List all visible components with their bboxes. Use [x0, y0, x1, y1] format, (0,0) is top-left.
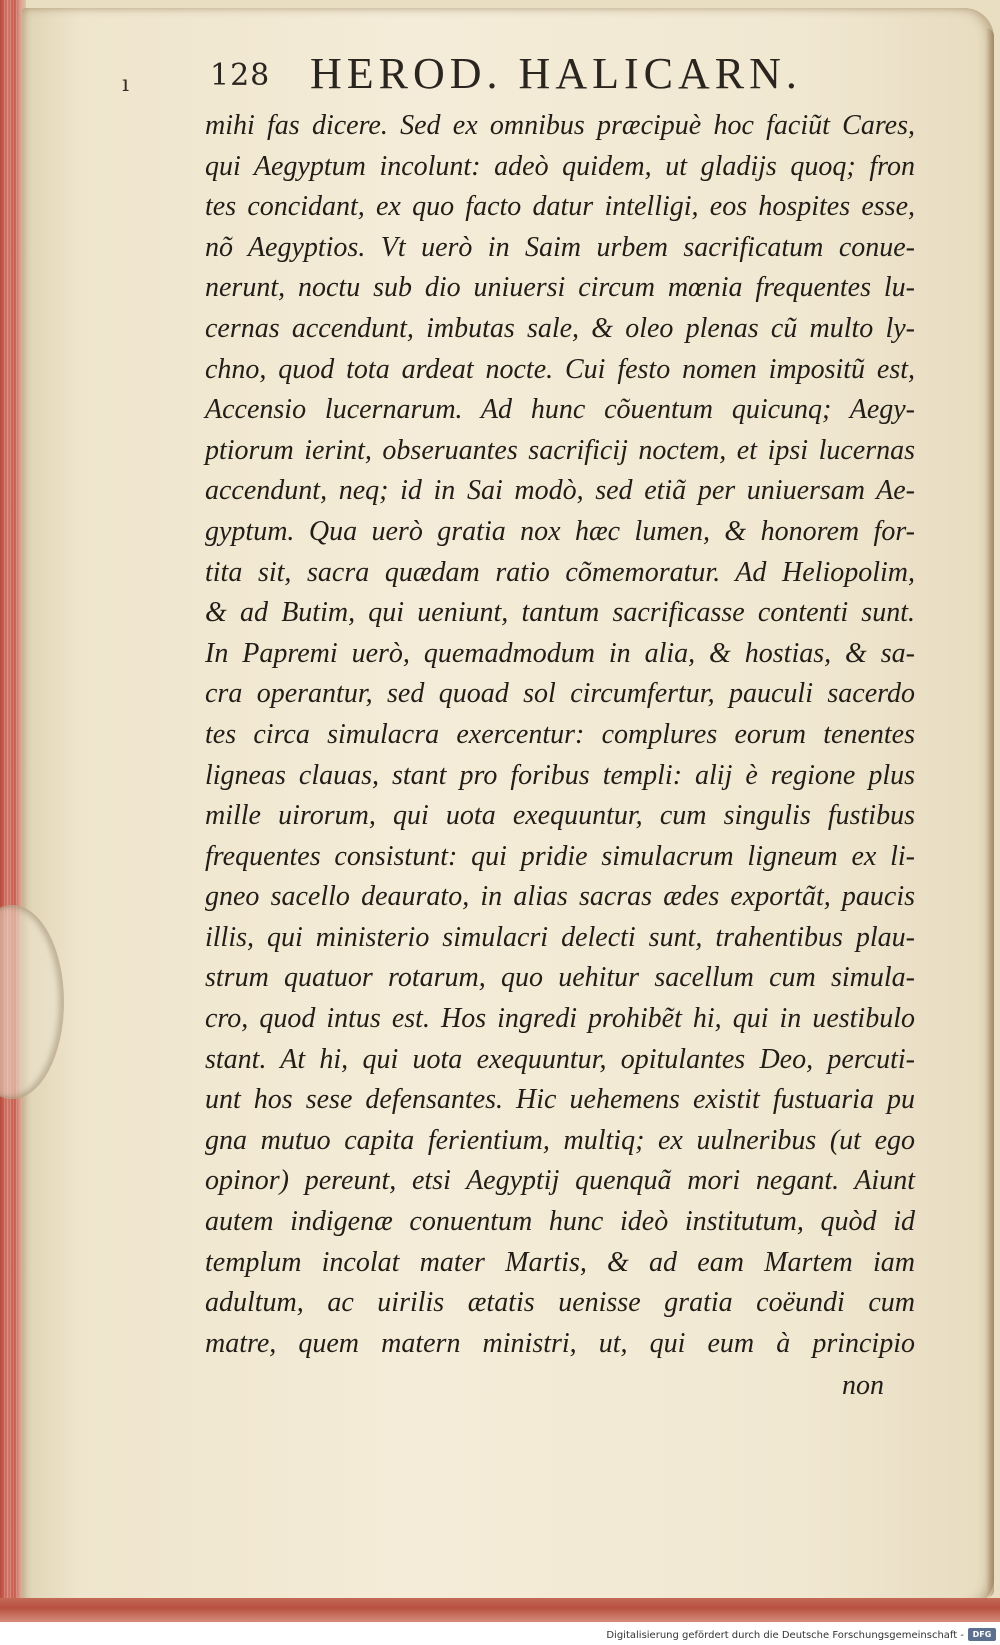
- text-line: & ad Butim, qui ueniunt, tantum sacrificasse contenti sunt.: [205, 597, 915, 629]
- text-line: nõ Aegyptios. Vt uerò in Saim urbem sacrificatum conue-: [205, 231, 915, 263]
- text-line: frequentes consistunt: qui pridie simulacrum ligneum ex li-: [205, 840, 915, 872]
- text-line: stant. At hi, qui uota exequuntur, opitulantes Deo, percuti-: [205, 1043, 915, 1075]
- catchword: non: [842, 1370, 884, 1401]
- page-number: 128: [210, 58, 271, 93]
- margin-mark: ı: [122, 72, 130, 97]
- text-line: strum quatuor rotarum, quo uehitur sacellum cum simula-: [205, 962, 915, 994]
- text-line: adultum, ac uirilis ætatis uenisse gratia coëundi cum: [205, 1287, 915, 1319]
- page-header: [210, 48, 910, 108]
- dfg-logo: DFG: [968, 1628, 996, 1641]
- text-line: chno, quod tota ardeat nocte. Cui festo nomen impositũ est,: [205, 353, 915, 385]
- text-line: gneo sacello deaurato, in alias sacras ædes exportãt, paucis: [205, 881, 915, 913]
- text-line: Accensio lucernarum. Ad hunc cõuentum quicunq; Aegy-: [205, 394, 915, 426]
- text-line: accendunt, neq; id in Sai modò, sed etiã per uniuersam Ae-: [205, 475, 915, 507]
- footer-credit: Digitalisierung gefördert durch die Deutsche Forschungsgemeinschaft -: [606, 1630, 964, 1641]
- text-line: mille uirorum, qui uota exequuntur, cum singulis fustibus: [205, 800, 915, 832]
- text-line: cernas accendunt, imbutas sale, & oleo plenas cũ multo ly-: [205, 312, 915, 344]
- text-line: qui Aegyptum incolunt: adeò quidem, ut gladijs quoq; fron: [205, 150, 915, 182]
- text-line: tes circa simulacra exercentur: complures eorum tenentes: [205, 718, 915, 750]
- text-line: ligneas clauas, stant pro foribus templi: alij è regione plus: [205, 759, 915, 791]
- text-line: gyptum. Qua uerò gratia nox hæc lumen, & honorem for-: [205, 515, 915, 547]
- book-bottom-edge: [0, 1598, 1000, 1622]
- running-head: HEROD. HALICARN.: [310, 49, 802, 98]
- text-line: autem indigenæ conuentum hunc ideò institutum, quòd id: [205, 1206, 915, 1238]
- text-line: matre, quem matern ministri, ut, qui eum à principio: [205, 1327, 915, 1359]
- text-line: unt hos sese defensantes. Hic uehemens existit fustuaria pu: [205, 1084, 915, 1116]
- page-curl-shadow: [986, 28, 994, 1598]
- text-line: cro, quod intus est. Hos ingredi prohibẽt hi, qui in uestibulo: [205, 1003, 915, 1035]
- text-line: gna mutuo capita ferientium, multiq; ex uulneribus (ut ego: [205, 1124, 915, 1156]
- text-line: tes concidant, ex quo facto datur intelligi, eos hospites esse,: [205, 191, 915, 223]
- text-line: ptiorum ierint, obseruantes sacrificij noctem, et ipsi lucernas: [205, 434, 915, 466]
- text-line: mihi fas dicere. Sed ex omnibus præcipuè hoc faciũt Cares,: [205, 110, 915, 141]
- text-line: opinor) pereunt, etsi Aegyptij quenquã mori negant. Aiunt: [205, 1165, 915, 1197]
- text-line: In Papremi uerò, quemadmodum in alia, & hostias, & sa-: [205, 637, 915, 669]
- text-line: cra operantur, sed quoad sol circumfertur, pauculi sacerdo: [205, 678, 915, 710]
- body-text: [205, 106, 915, 1364]
- text-line: illis, qui ministerio simulacri delecti sunt, trahentibus plau-: [205, 921, 915, 953]
- text-line: templum incolat mater Martis, & ad eam Martem iam: [205, 1246, 915, 1278]
- text-line: tita sit, sacra quædam ratio cõmemoratur. Ad Heliopolim,: [205, 556, 915, 588]
- text-line: nerunt, noctu sub dio uniuersi circum mœnia frequentes lu-: [205, 272, 915, 304]
